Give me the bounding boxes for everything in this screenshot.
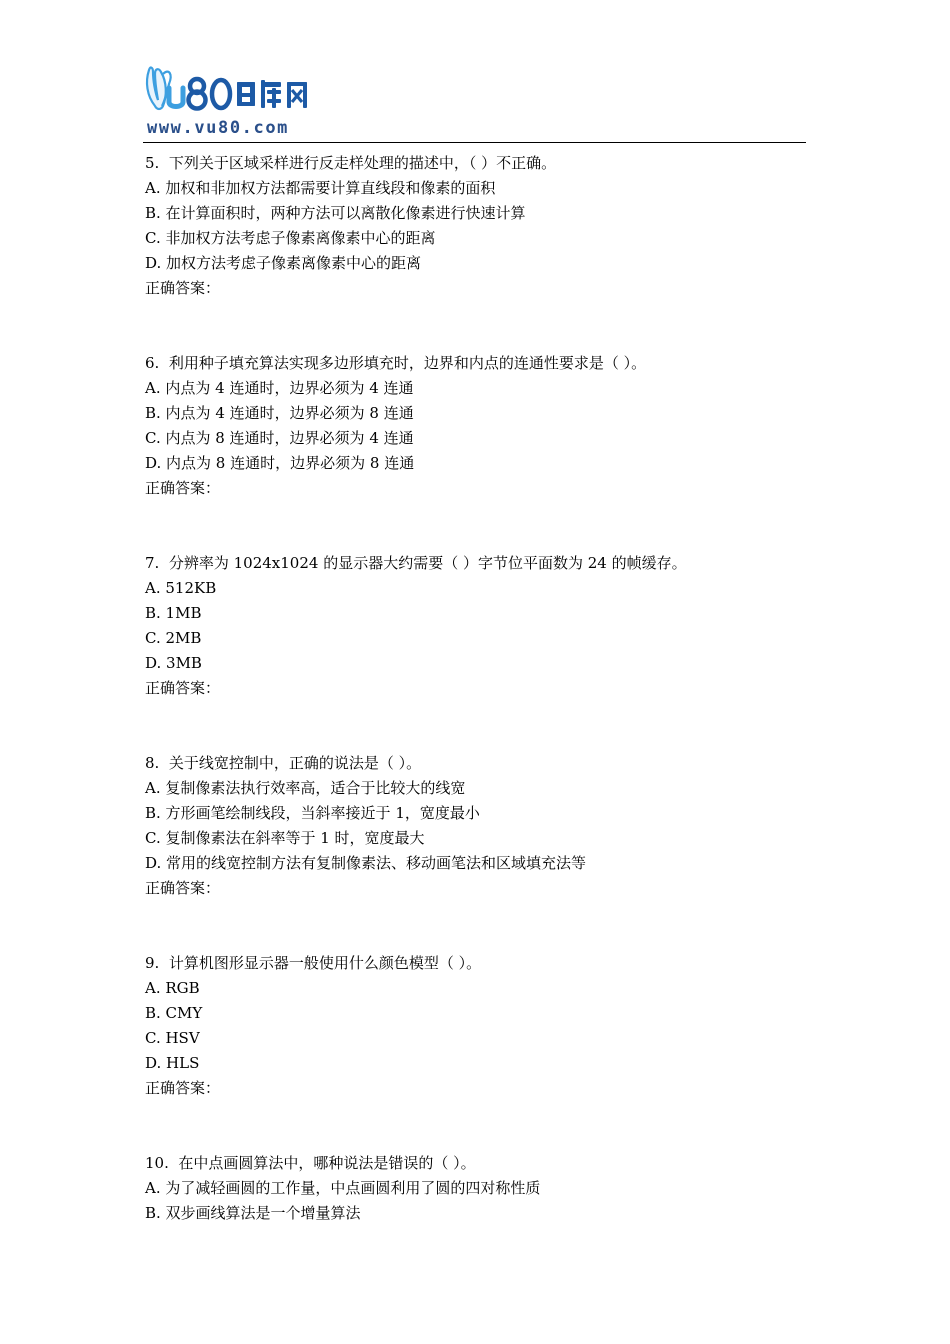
question-number: 5. <box>145 154 160 172</box>
logo-graphic <box>143 66 343 138</box>
option-b: B. 内点为 4 连通时，边界必须为 8 连通 <box>145 404 414 422</box>
option-d: D. HLS <box>145 1054 200 1072</box>
question-stem <box>145 951 805 976</box>
answer-label: 正确答案： <box>145 879 221 897</box>
question-text: 分辨率为 1024x1024 的显示器大约需要（ ）字节位平面数为 24 的帧缓存。 <box>168 554 687 572</box>
question-text: 利用种子填充算法实现多边形填充时，边界和内点的连通性要求是（ ）。 <box>168 354 647 372</box>
question-text: 关于线宽控制中，正确的说法是（ ）。 <box>168 754 422 772</box>
answer-label: 正确答案： <box>145 1079 221 1097</box>
question-list <box>145 151 805 1276</box>
option-c: C. 内点为 8 连通时，边界必须为 4 连通 <box>145 429 414 447</box>
question-9 <box>145 951 805 1101</box>
site-logo <box>143 66 343 138</box>
question-5 <box>145 151 805 301</box>
option-d: D. 3MB <box>145 654 202 672</box>
logo-letter-u-icon <box>169 88 183 107</box>
option-b: B. 双步画线算法是一个增量算法 <box>145 1204 361 1222</box>
header-divider <box>143 142 806 143</box>
question-number: 9. <box>145 954 160 972</box>
option-c: C. 2MB <box>145 629 202 647</box>
option-b: B. 1MB <box>145 604 202 622</box>
question-stem <box>145 751 805 776</box>
option-a: A. 加权和非加权方法都需要计算直线段和像素的面积 <box>145 179 496 197</box>
question-6 <box>145 351 805 501</box>
question-number: 7. <box>145 554 160 572</box>
option-d: D. 内点为 8 连通时，边界必须为 8 连通 <box>145 454 415 472</box>
logo-digit-0-icon <box>212 80 230 108</box>
answer-label: 正确答案： <box>145 479 221 497</box>
option-b: B. CMY <box>145 1004 203 1022</box>
option-d: D. 加权方法考虑子像素离像素中心的距离 <box>145 254 422 272</box>
option-c: C. 非加权方法考虑子像素离像素中心的距离 <box>145 229 436 247</box>
answer-label: 正确答案： <box>145 679 221 697</box>
question-stem <box>145 551 805 576</box>
question-number: 8. <box>145 754 160 772</box>
question-8 <box>145 751 805 901</box>
question-stem <box>145 1151 805 1176</box>
question-text: 在中点画圆算法中，哪种说法是错误的（ ）。 <box>178 1154 476 1172</box>
question-stem <box>145 151 805 176</box>
option-c: C. 复制像素法在斜率等于 1 时，宽度最大 <box>145 829 425 847</box>
option-c: C. HSV <box>145 1029 200 1047</box>
question-number: 10. <box>145 1154 169 1172</box>
option-a: A. RGB <box>145 979 200 997</box>
question-10 <box>145 1151 805 1226</box>
answer-label: 正确答案： <box>145 279 221 297</box>
logo-url-text: www.vu80.com <box>147 118 290 138</box>
option-b: B. 在计算面积时，两种方法可以离散化像素进行快速计算 <box>145 204 526 222</box>
question-stem <box>145 351 805 376</box>
question-7 <box>145 551 805 701</box>
option-d: D. 常用的线宽控制方法有复制像素法、移动画笔法和区域填充法等 <box>145 854 587 872</box>
option-a: A. 复制像素法执行效率高，适合于比较大的线宽 <box>145 779 466 797</box>
option-a: A. 为了减轻画圆的工作量，中点画圆利用了圆的四对称性质 <box>145 1179 541 1197</box>
logo-cjk-glyphs-icon <box>237 80 307 108</box>
option-a: A. 512KB <box>145 579 217 597</box>
option-b: B. 方形画笔绘制线段，当斜率接近于 1，宽度最小 <box>145 804 480 822</box>
question-text: 计算机图形显示器一般使用什么颜色模型（ ）。 <box>168 954 482 972</box>
question-text: 下列关于区域采样进行反走样处理的描述中，（ ）不正确。 <box>168 154 557 172</box>
option-a: A. 内点为 4 连通时，边界必须为 4 连通 <box>145 379 414 397</box>
question-number: 6. <box>145 354 160 372</box>
